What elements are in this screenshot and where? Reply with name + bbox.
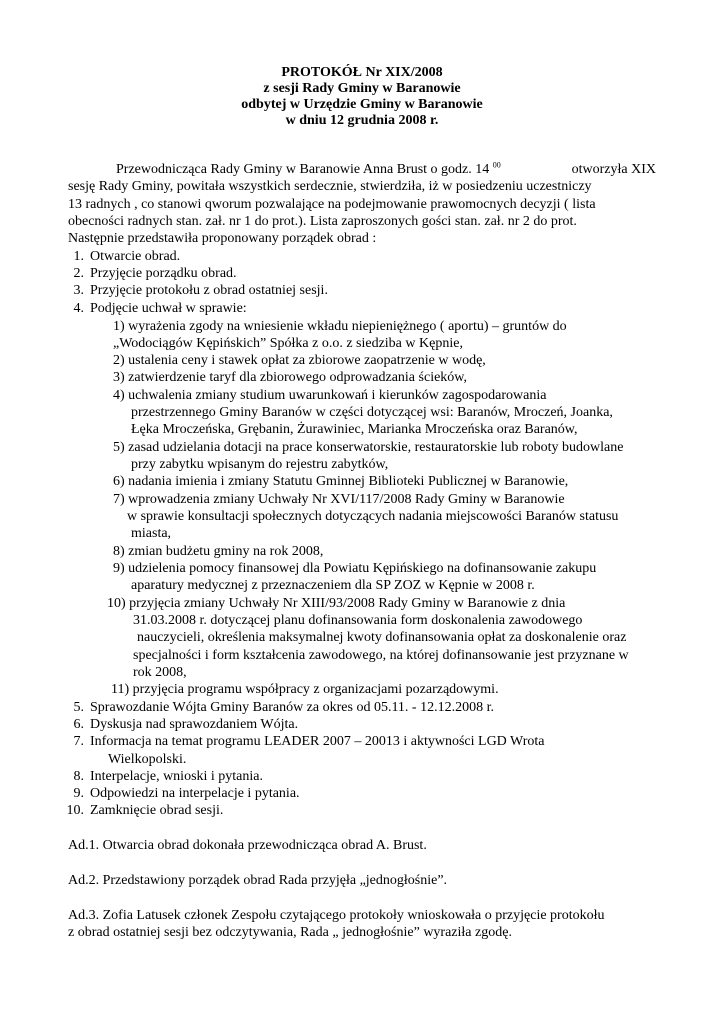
ad3-paragraph: z obrad ostatniej sesji bez odczytywania, Rada „ jednogłośnie” wyraziła zgodę. bbox=[68, 925, 512, 940]
resolution-item: przestrzennego Gminy Baranów w części dotyczącej wsi: Baranów, Mroczeń, Joanka, bbox=[131, 405, 613, 420]
resolution-item: 31.03.2008 r. dotyczącej planu dofinansowania form doskonalenia zawodowego bbox=[133, 613, 583, 628]
intro-text: Przewodnicząca Rady Gminy w Baranowie Anna Brust o godz. 14 $^{00}$ bbox=[116, 160, 501, 177]
resolution-item: przy zabytku wpisanym do rejestru zabytków, bbox=[131, 457, 389, 472]
agenda-item: 8. Interpelacje, wnioski i pytania. bbox=[73, 769, 263, 784]
intro-line: sesję Rady Gminy, powitała wszystkich serdecznie, stwierdziła, iż w posiedzeniu uczestniczy bbox=[68, 179, 592, 194]
resolution-item: 8) zmian budżetu gminy na rok 2008, bbox=[113, 544, 324, 559]
resolution-item: 10) przyjęcia zmiany Uchwały Nr XIII/93/2008 Rady Gminy w Baranowie z dnia bbox=[107, 596, 566, 611]
resolution-item: 11) przyjęcia programu współpracy z organizacjami pozarządowymi. bbox=[111, 682, 499, 697]
agenda-item: 10. Zamknięcie obrad sesji. bbox=[66, 803, 224, 818]
resolution-item: 1) wyrażenia zgody na wniesienie wkładu niepieniężnego ( aportu) – gruntów do bbox=[113, 319, 567, 334]
agenda-item: 2. Przyjęcie porządku obrad. bbox=[73, 266, 237, 281]
ad1-paragraph: Ad.1. Otwarcia obrad dokonała przewodnicząca obrad A. Brust. bbox=[68, 838, 427, 853]
resolution-item: 3) zatwierdzenie taryf dla zbiorowego odprowadzania ścieków, bbox=[113, 370, 467, 385]
resolution-item: rok 2008, bbox=[133, 665, 187, 680]
resolution-item: 4) uchwalenia zmiany studium uwarunkowań i kierunków zagospodarowania bbox=[113, 388, 547, 403]
resolution-item: 9) udzielenia pomocy finansowej dla Powiatu Kępińskiego na dofinansowanie zakupu bbox=[113, 561, 597, 576]
agenda-item: 1. Otwarcie obrad. bbox=[73, 249, 181, 264]
protocol-subtitle-date: w dniu 12 grudnia 2008 r. bbox=[285, 113, 439, 128]
ad3-paragraph: Ad.3. Zofia Latusek członek Zespołu czytającego protokoły wnioskowała o przyjęcie protokołu bbox=[68, 908, 605, 923]
resolution-item: 6) nadania imienia i zmiany Statutu Gminnej Biblioteki Publicznej w Baranowie, bbox=[113, 474, 569, 489]
intro-line: Następnie przedstawiła proponowany porządek obrad : bbox=[68, 231, 377, 246]
time-superscript: 00 bbox=[492, 160, 501, 170]
resolution-item: 2) ustalenia ceny i stawek opłat za zbiorowe zaopatrzenie w wodę, bbox=[113, 353, 486, 368]
ad2-paragraph: Ad.2. Przedstawiony porządek obrad Rada przyjęła „jednogłośnie”. bbox=[68, 873, 448, 888]
resolution-item: aparatury medycznej z przeznaczeniem dla SP ZOZ w Kępnie w 2008 r. bbox=[131, 578, 535, 593]
resolution-item: „Wodociągów Kępińskich” Spółka z o.o. z siedziba w Kępnie, bbox=[113, 336, 463, 351]
intro-text-end: otworzyła XIX bbox=[571, 162, 656, 177]
agenda-item: 3. Przyjęcie protokołu z obrad ostatniej sesji. bbox=[73, 283, 328, 298]
protocol-subtitle-session: z sesji Rady Gminy w Baranowie bbox=[263, 81, 461, 96]
intro-line bbox=[116, 161, 656, 178]
agenda-item-continuation: Wielkopolski. bbox=[108, 752, 187, 767]
resolution-item: nauczycieli, określenia maksymalnej kwoty dofinansowania opłat za doskonalenie oraz bbox=[137, 630, 627, 645]
resolution-item: miasta, bbox=[131, 526, 172, 541]
resolution-item: Łęka Mroczeńska, Grębanin, Żurawiniec, Marianka Mroczeńska oraz Baranów, bbox=[131, 422, 578, 437]
intro-line: 13 radnych , co stanowi qworum pozwalające na podejmowanie prawomocnych decyzji ( lista bbox=[68, 197, 596, 212]
agenda-item: 7. Informacja na temat programu LEADER 2007 – 20013 i aktywności LGD Wrota bbox=[73, 734, 545, 749]
resolution-item: specjalności i form kształcenia zawodowego, na której dofinansowanie jest przyznane w bbox=[133, 648, 629, 663]
agenda-item: 6. Dyskusja nad sprawozdaniem Wójta. bbox=[73, 717, 299, 732]
resolution-item: 7) wprowadzenia zmiany Uchwały Nr XVI/117/2008 Rady Gminy w Baranowie bbox=[113, 492, 565, 507]
protocol-title: PROTOKÓŁ Nr XIX/2008 bbox=[281, 65, 443, 80]
agenda-item: 4. Podjęcie uchwał w sprawie: bbox=[73, 301, 247, 316]
agenda-item: 5. Sprawozdanie Wójta Gminy Baranów za okres od 05.11. - 12.12.2008 r. bbox=[73, 700, 494, 715]
resolution-item: w sprawie konsultacji społecznych dotyczących nadania miejscowości Baranów statusu bbox=[127, 509, 619, 524]
agenda-item: 9. Odpowiedzi na interpelacje i pytania. bbox=[73, 786, 300, 801]
intro-line: obecności radnych stan. zał. nr 1 do prot.). Lista zaproszonych gości stan. zał. nr 2 do prot. bbox=[68, 214, 577, 229]
resolution-item: 5) zasad udzielania dotacji na prace konserwatorskie, restauratorskie lub roboty budowlane bbox=[113, 440, 624, 455]
protocol-subtitle-place: odbytej w Urzędzie Gminy w Baranowie bbox=[241, 97, 483, 112]
